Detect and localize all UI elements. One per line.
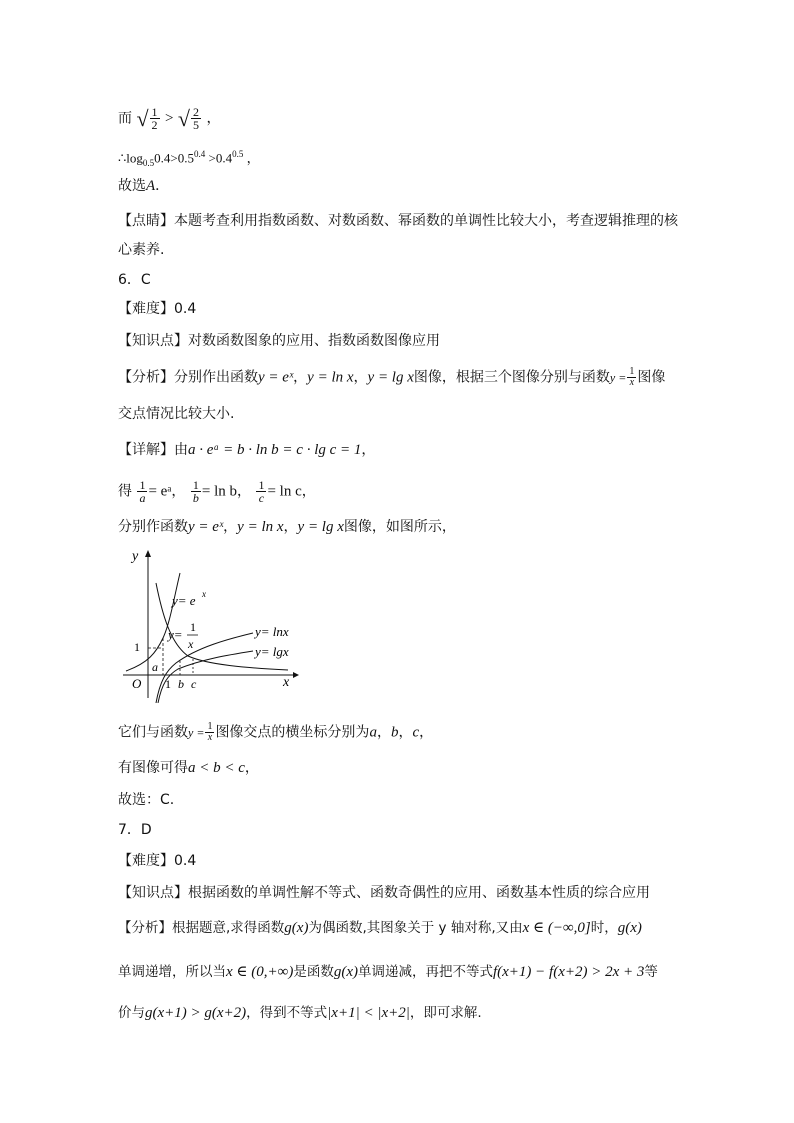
text: 分别作函数 bbox=[118, 519, 188, 535]
punct: ， bbox=[398, 724, 413, 741]
q6-choose: 故选：C. bbox=[118, 792, 175, 808]
formula: = ln c bbox=[267, 483, 302, 500]
difficulty-value: 0.4 bbox=[174, 853, 197, 869]
formula: y = eˣ bbox=[188, 519, 224, 535]
punct: ， bbox=[171, 483, 186, 500]
label-exp-sup: x bbox=[202, 589, 206, 599]
q6-intersection-line bbox=[118, 722, 433, 743]
function-graph bbox=[118, 543, 308, 707]
text: 图像，如图所示， bbox=[343, 519, 456, 535]
analysis-tag: 【分析】 bbox=[118, 920, 172, 936]
q6-difficulty bbox=[118, 299, 196, 319]
formula: = ln b bbox=[201, 483, 238, 500]
formula-detail: a · eᵃ = b · ln b = c · lg c = 1 bbox=[188, 442, 362, 458]
text: 分别作出函数 bbox=[174, 369, 258, 386]
label-recip-den: x bbox=[188, 637, 194, 651]
fraction-one-over-x: $\frac{1}{x}$ bbox=[629, 366, 635, 388]
knowledge-text: 根据函数的单调性解不等式、函数奇偶性的应用、函数基本性质的综合应用 bbox=[188, 885, 650, 901]
formula: g(x) bbox=[617, 920, 642, 936]
punct: ， bbox=[283, 519, 298, 535]
punct: ， bbox=[301, 483, 316, 500]
dianjing-line-1 bbox=[118, 211, 678, 231]
q6-make-line bbox=[118, 517, 456, 537]
knowledge-text: 对数函数图象的应用、指数函数图像应用 bbox=[188, 333, 440, 349]
q7-analysis-line-2 bbox=[118, 962, 658, 982]
text: ，即可求解. bbox=[409, 1005, 482, 1021]
choose-letter: A bbox=[146, 178, 156, 194]
punct: ， bbox=[419, 724, 434, 741]
log-argument: 0.4>0.5 bbox=[154, 150, 194, 166]
knowledge-tag: 【知识点】 bbox=[118, 333, 188, 349]
sqrt-icon: √ bbox=[136, 105, 149, 131]
var-c: c bbox=[412, 724, 420, 741]
q6-derive-line bbox=[118, 479, 316, 504]
q7-number: 7．D bbox=[118, 822, 152, 838]
detail-tag: 【详解】 bbox=[118, 442, 174, 458]
exponent-1: 0.4 bbox=[193, 149, 206, 159]
knowledge-tag: 【知识点】 bbox=[118, 885, 188, 901]
dianjing-text: 本题考查利用指数函数、对数函数、幂函数的单调性比较大小，考查逻辑推理的核 bbox=[174, 213, 678, 229]
formula: |x+1| < |x+2| bbox=[327, 1005, 410, 1021]
q6-knowledge bbox=[118, 331, 440, 351]
fraction-one-half: $\frac{1}{2}$ bbox=[151, 105, 158, 132]
formula-lg: y = lg x bbox=[367, 369, 414, 386]
y-arrow-icon bbox=[145, 550, 151, 557]
x-axis-label: x bbox=[283, 675, 290, 690]
formula: = eᵃ bbox=[148, 483, 172, 500]
tick-b: b bbox=[178, 677, 184, 691]
ln-curve bbox=[156, 633, 253, 703]
text: 是函数 bbox=[293, 964, 334, 980]
difficulty-tag: 【难度】 bbox=[118, 853, 174, 869]
punct: ， bbox=[243, 150, 260, 166]
greater-sign: > bbox=[164, 110, 174, 127]
formula: x ∈ (−∞,0] bbox=[522, 920, 591, 936]
text: 为偶函数,其图象关于 y 轴对称,又由 bbox=[308, 920, 523, 936]
label-ln: y= lnx bbox=[255, 624, 289, 639]
fraction-one-over-x: $\frac{1}{x}$ bbox=[207, 721, 213, 743]
label-recip-num: 1 bbox=[190, 620, 196, 634]
punct: ， bbox=[293, 369, 308, 386]
text: 图像，根据三个图像分别与函数 bbox=[413, 369, 610, 386]
text: 时， bbox=[590, 920, 618, 936]
punct: ， bbox=[206, 110, 221, 127]
label-lg: y= lgx bbox=[255, 644, 289, 659]
var-b: b bbox=[390, 724, 399, 741]
text-er: 而 bbox=[118, 110, 132, 127]
label-recip-lhs: y= bbox=[168, 627, 183, 642]
formula: g(x) bbox=[284, 920, 309, 936]
origin-label: O bbox=[132, 676, 142, 691]
root-comparison-line bbox=[118, 106, 220, 131]
q7-analysis-line-3 bbox=[118, 1003, 482, 1023]
formula-lhs: y = bbox=[188, 725, 205, 740]
formula-lhs: y = bbox=[609, 370, 627, 385]
sqrt-icon: √ bbox=[177, 105, 190, 131]
q7-difficulty bbox=[118, 851, 196, 871]
text: 根据题意,求得函数 bbox=[172, 920, 285, 936]
q6-detail-line bbox=[118, 440, 375, 460]
choose-answer-line bbox=[118, 176, 169, 196]
x-arrow-icon bbox=[293, 672, 299, 678]
text: 得 bbox=[118, 483, 132, 500]
y-axis-label: y bbox=[132, 549, 139, 564]
q7-knowledge bbox=[118, 883, 650, 903]
text: 它们与函数 bbox=[118, 724, 188, 741]
punct: ， bbox=[353, 369, 368, 386]
formula: x ∈ (0,+∞) bbox=[226, 964, 294, 980]
dianjing-text-cont: 心素养. bbox=[118, 242, 165, 258]
punct: ， bbox=[237, 483, 252, 500]
label-exp: y= e bbox=[172, 593, 196, 608]
fraction-two-fifths: $\frac{2}{5}$ bbox=[192, 105, 199, 132]
formula-order: a < b < c bbox=[188, 760, 245, 776]
difficulty-value: 0.4 bbox=[174, 301, 197, 317]
text: 单调递减，再把不等式 bbox=[357, 964, 493, 980]
log-base: 0.5 bbox=[142, 157, 155, 168]
q6-number: 6．C bbox=[118, 272, 151, 288]
punct: ， bbox=[361, 442, 376, 458]
formula: y = lg x bbox=[297, 519, 344, 535]
lg-curve bbox=[158, 651, 253, 703]
difficulty-tag: 【难度】 bbox=[118, 301, 174, 317]
formula-exp: y = eˣ bbox=[258, 369, 294, 386]
exponent-2: 0.5 bbox=[232, 149, 244, 159]
formula: g(x) bbox=[333, 964, 358, 980]
middle-term: >0.4 bbox=[205, 150, 233, 166]
text: 由 bbox=[174, 442, 188, 458]
q6-analysis-line-1 bbox=[118, 367, 665, 388]
dianjing-tag: 【点睛】 bbox=[118, 213, 174, 229]
q7-analysis-line-1 bbox=[118, 918, 642, 938]
punct: ． bbox=[155, 178, 170, 194]
tick-1y: 1 bbox=[134, 640, 140, 654]
formula: y = ln x bbox=[237, 519, 284, 535]
text: 单调递增，所以当 bbox=[118, 964, 226, 980]
q6-analysis-line-2: 交点情况比较大小. bbox=[118, 406, 235, 422]
log-comparison-line bbox=[118, 144, 260, 173]
text: 图像交点的横坐标分别为 bbox=[215, 724, 370, 741]
tick-c: c bbox=[191, 677, 197, 691]
formula: g(x+1) > g(x+2) bbox=[145, 1005, 247, 1021]
formula: f(x+1) − f(x+2) > 2x + 3 bbox=[492, 964, 645, 980]
var-a: a bbox=[369, 724, 377, 741]
tick-a: a bbox=[152, 660, 158, 674]
fraction-one-over-b: $\frac{1}{b}$ bbox=[192, 478, 199, 505]
dianjing-line-2 bbox=[118, 240, 164, 260]
analysis-tag: 【分析】 bbox=[118, 369, 174, 386]
text: 价与 bbox=[118, 1005, 145, 1021]
log-prefix: ∴log bbox=[118, 150, 143, 166]
text: ，得到不等式 bbox=[246, 1005, 328, 1021]
text: 图像 bbox=[637, 369, 666, 386]
tick-1x: 1 bbox=[165, 677, 171, 691]
text: 等 bbox=[644, 964, 658, 980]
fraction-one-over-c: $\frac{1}{c}$ bbox=[258, 478, 265, 505]
text: 有图像可得 bbox=[118, 760, 188, 776]
exp-curve bbox=[126, 573, 180, 671]
choose-text: 故选 bbox=[118, 178, 146, 194]
punct: ， bbox=[376, 724, 391, 741]
fraction-one-over-a: $\frac{1}{a}$ bbox=[139, 478, 146, 505]
q6-conclusion-line bbox=[118, 758, 259, 778]
punct: ， bbox=[223, 519, 238, 535]
formula-ln: y = ln x bbox=[307, 369, 354, 386]
punct: ， bbox=[244, 760, 259, 776]
